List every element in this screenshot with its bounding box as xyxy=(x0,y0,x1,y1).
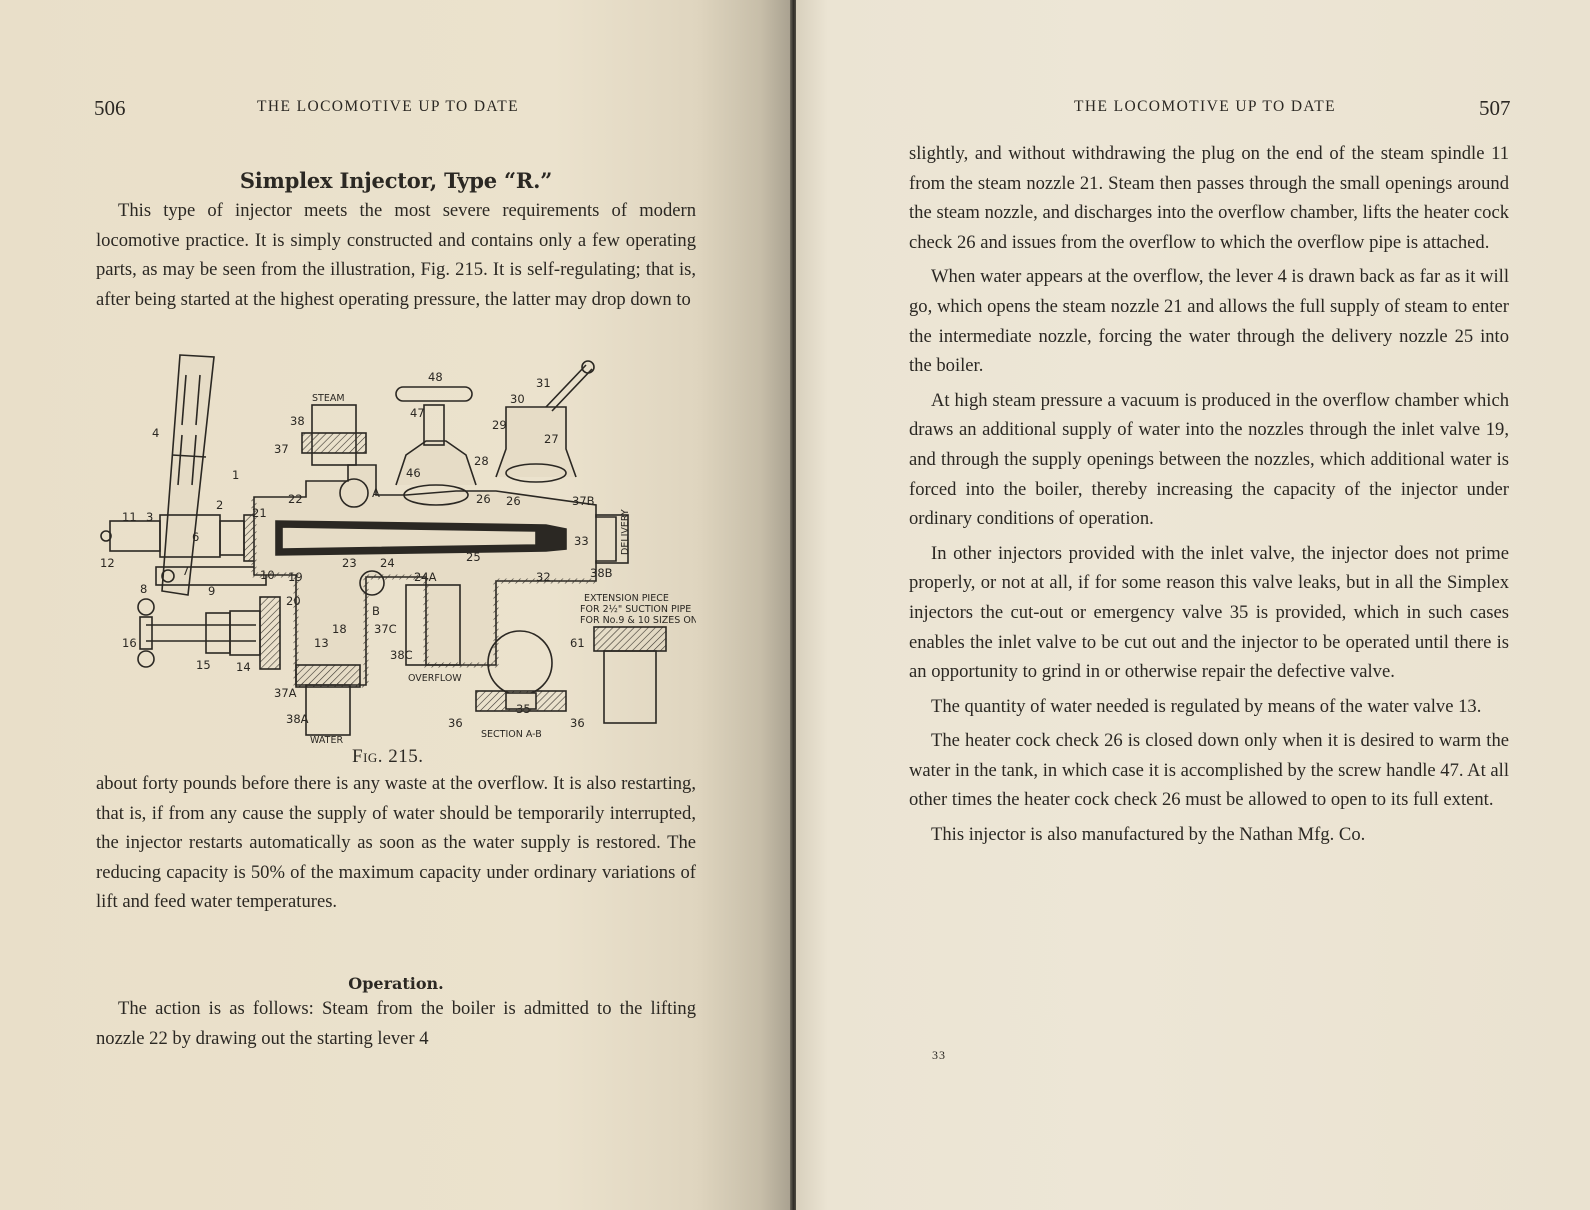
intro-paragraph: This type of injector meets the most severe requirements of modern locomotive practice. It is simply constructed and contains only a few operating parts, as may be seen from the illustration, Fig. 215. It is self-regulating; that is, after being started at the highest operating pressure, the latter may drop down to xyxy=(96,200,696,310)
svg-text:8: 8 xyxy=(140,582,148,596)
section-title: Simplex Injector, Type “R.” xyxy=(239,168,553,193)
svg-text:37C: 37C xyxy=(374,622,397,636)
svg-text:2: 2 xyxy=(216,498,224,512)
operation-text xyxy=(96,994,696,1053)
operation-heading: Operation. xyxy=(348,974,444,993)
svg-text:24: 24 xyxy=(380,556,395,570)
svg-text:28: 28 xyxy=(474,454,489,468)
svg-text:25: 25 xyxy=(466,550,481,564)
svg-text:WATER: WATER xyxy=(310,735,344,746)
svg-text:26: 26 xyxy=(476,492,491,506)
svg-text:1: 1 xyxy=(232,468,240,482)
paragraph: The quantity of water needed is regulated by means of the water valve 13. xyxy=(931,695,1482,717)
injector-cross-section-drawing xyxy=(96,345,696,765)
svg-text:A: A xyxy=(372,486,380,500)
svg-text:61: 61 xyxy=(570,636,585,650)
svg-text:38A: 38A xyxy=(286,712,309,726)
continuation-text xyxy=(96,769,696,917)
figure-caption: Fig. 215. xyxy=(352,746,424,767)
running-head: THE LOCOMOTIVE UP TO DATE xyxy=(257,98,520,115)
svg-text:10: 10 xyxy=(260,568,275,582)
svg-text:9: 9 xyxy=(208,584,216,598)
injector-diagram xyxy=(96,345,696,765)
paragraph: This injector is also manufactured by the Nathan Mfg. Co. xyxy=(931,824,1366,846)
svg-text:19: 19 xyxy=(288,570,303,584)
svg-text:3: 3 xyxy=(146,510,154,524)
operation-paragraph: The action is as follows: Steam from the boiler is admitted to the lifting nozzle 22 by drawing out the starting lever 4 xyxy=(96,998,696,1049)
svg-text:SECTION A-B: SECTION A-B xyxy=(481,729,542,740)
continuation-paragraph: about forty pounds before there is any waste at the overflow. It is also restarting, that is, if from any cause the supply of water should be temporarily interrupted, the injector restarts automatically as soon as the water supply is restored. The reducing capacity is 50% of the maximum capacity under ordinary variations of lift and feed water temperatures. xyxy=(96,773,696,913)
svg-text:48: 48 xyxy=(428,370,443,384)
paragraph: At high steam pressure a vacuum is produced in the overflow chamber which draws an additional supply of water into the nozzles through the inlet valve 19, and through the supply openings between the nozzles, which additional water is forced into the boiler, thereby increasing the capacity of the injector under ordinary conditions of operation. xyxy=(909,389,1509,530)
svg-text:47: 47 xyxy=(410,406,425,420)
right-page xyxy=(796,0,1590,1210)
svg-text:32: 32 xyxy=(536,570,551,584)
svg-text:23: 23 xyxy=(342,556,357,570)
paragraph: When water appears at the overflow, the lever 4 is drawn back as far as it will go, which opens the steam nozzle 21 and allows the full supply of steam to enter the intermediate nozzle, forcing the water through the delivery nozzle 25 into the boiler. xyxy=(909,266,1509,377)
svg-text:EXTENSION PIECE: EXTENSION PIECE xyxy=(584,593,669,604)
svg-text:7: 7 xyxy=(182,564,190,578)
svg-text:15: 15 xyxy=(196,658,211,672)
svg-text:OVERFLOW: OVERFLOW xyxy=(408,673,462,684)
page-number: 506 xyxy=(94,96,126,120)
running-head: THE LOCOMOTIVE UP TO DATE xyxy=(1074,98,1337,115)
paragraph: The heater cock check 26 is closed down only when it is desired to warm the water in the tank, in which case it is accomplished by the screw handle 47. At all other times the heater cock check 26 must be allowed to open to its full extent. xyxy=(909,730,1509,811)
svg-text:B: B xyxy=(372,604,380,618)
svg-text:36: 36 xyxy=(448,716,463,730)
svg-text:6: 6 xyxy=(192,530,200,544)
svg-text:29: 29 xyxy=(492,418,507,432)
signature-mark: 33 xyxy=(932,1048,946,1062)
svg-text:11: 11 xyxy=(122,510,137,524)
svg-text:14: 14 xyxy=(236,660,251,674)
svg-text:35: 35 xyxy=(516,702,531,716)
svg-text:24A: 24A xyxy=(414,570,437,584)
svg-text:18: 18 xyxy=(332,622,347,636)
svg-text:20: 20 xyxy=(286,594,301,608)
svg-text:38B: 38B xyxy=(590,566,613,580)
svg-text:30: 30 xyxy=(510,392,525,406)
svg-text:36: 36 xyxy=(570,716,585,730)
svg-text:37: 37 xyxy=(274,442,289,456)
left-page xyxy=(0,0,792,1210)
intro-text xyxy=(96,196,696,314)
svg-text:46: 46 xyxy=(406,466,421,480)
right-page-text xyxy=(909,139,1509,850)
svg-text:26: 26 xyxy=(506,494,521,508)
paragraph: slightly, and without withdrawing the plug on the end of the steam spindle 11 from the steam nozzle 21. Steam then passes through the small openings around the steam nozzle, and discharges into the overflow chamber, lifts the heater cock check 26 and issues from the overflow to which the overflow pipe is attached. xyxy=(909,143,1509,253)
svg-text:38: 38 xyxy=(290,414,305,428)
page-number: 507 xyxy=(1479,96,1511,120)
svg-text:12: 12 xyxy=(100,556,115,570)
svg-text:FOR No.9 & 10 SIZES ONLY: FOR No.9 & 10 SIZES ONLY xyxy=(580,615,696,626)
svg-text:4: 4 xyxy=(152,426,160,440)
paragraph: In other injectors provided with the inlet valve, the injector does not prime properly, or not at all, if for some reason this valve leaks, but in all the Simplex injectors the cut-out or emergency valve 35 is provided, which in such cases enables the inlet valve to be cut out and the injector to be operated until there is an opportunity to grind in or otherwise repair the defective valve. xyxy=(909,542,1509,683)
svg-text:37A: 37A xyxy=(274,686,297,700)
svg-text:38C: 38C xyxy=(390,648,413,662)
svg-text:37B: 37B xyxy=(572,494,595,508)
svg-text:STEAM: STEAM xyxy=(312,393,345,404)
svg-text:13: 13 xyxy=(314,636,329,650)
svg-text:22: 22 xyxy=(288,492,303,506)
svg-text:31: 31 xyxy=(536,376,551,390)
svg-text:33: 33 xyxy=(574,534,589,548)
svg-text:DELIVERY: DELIVERY xyxy=(620,509,631,555)
svg-text:27: 27 xyxy=(544,432,559,446)
svg-text:16: 16 xyxy=(122,636,137,650)
svg-text:21: 21 xyxy=(252,506,267,520)
svg-text:FOR 2½" SUCTION PIPE: FOR 2½" SUCTION PIPE xyxy=(580,604,692,615)
